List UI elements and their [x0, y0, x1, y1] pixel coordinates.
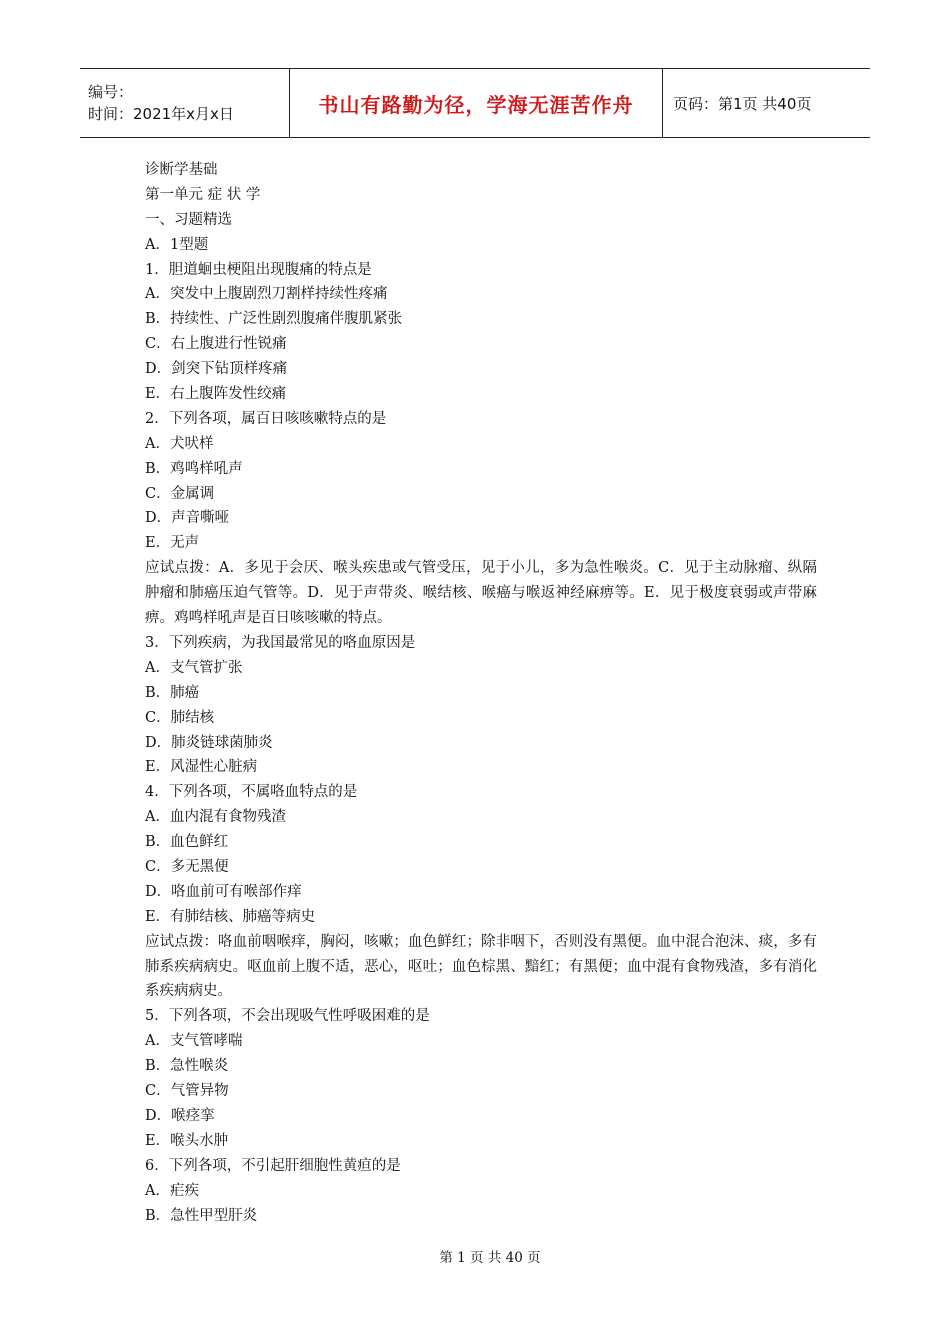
- text-line: A．1型题: [145, 236, 209, 253]
- text-line: C．右上腹进行性锐痛: [145, 336, 287, 353]
- text-line: E．右上腹阵发性绞痛: [145, 386, 287, 403]
- header-meta: [80, 69, 290, 137]
- motto-text: 书山有路勤为径，学海无涯苦作舟: [318, 92, 634, 117]
- header-motto-cell: [290, 69, 663, 137]
- text-line: E．风湿性心脏病: [145, 759, 258, 776]
- text-line: A．支气管哮喘: [145, 1033, 243, 1050]
- explanation-paragraph-1: 应试点拨：A．多见于会厌、喉头疾患或气管受压，见于小儿，多为急性喉炎。C．见于主动脉瘤、纵隔肿瘤和肺癌压迫气管等。D．见于声带炎、喉结核、喉癌与喉返神经麻痹等。E．见于极度衰弱或声带麻痹。鸡鸣样吼声是百日咳咳嗽的特点。: [145, 560, 817, 627]
- question-block-2: [145, 631, 817, 930]
- document-header: [80, 68, 870, 138]
- text-line: B．肺癌: [145, 684, 200, 701]
- question-block-1: [145, 158, 817, 556]
- text-line: B．血色鲜红: [145, 834, 229, 851]
- page-info: 页码：第1页 共40页: [673, 94, 812, 113]
- text-line: C．肺结核: [145, 709, 215, 726]
- page-footer: 第 1 页 共 40 页: [439, 1250, 541, 1266]
- question-block-3: [145, 1004, 817, 1228]
- text-line: A．犬吠样: [145, 435, 214, 452]
- text-line: E．有肺结核、肺癌等病史: [145, 908, 316, 925]
- text-line: B．鸡鸣样吼声: [145, 460, 243, 477]
- text-line: E．喉头水肿: [145, 1132, 229, 1149]
- header-page-info-cell: [663, 69, 811, 137]
- text-line: A．血内混有食物残渣: [145, 809, 286, 826]
- text-line: A．突发中上腹剧烈刀割样持续性疼痛: [145, 286, 388, 303]
- text-line: A．疟疾: [145, 1182, 199, 1199]
- text-line: D．剑突下钻顶样疼痛: [145, 361, 288, 378]
- text-line: C．气管异物: [145, 1083, 229, 1100]
- text-line: B．急性喉炎: [145, 1058, 229, 1075]
- text-line: 4．下列各项，不属咯血特点的是: [145, 784, 358, 801]
- text-line: 2．下列各项，属百日咳咳嗽特点的是: [145, 410, 387, 427]
- text-line: B．急性甲型肝炎: [145, 1207, 258, 1224]
- text-line: C．多无黑便: [145, 858, 229, 875]
- text-line: B．持续性、广泛性剧烈腹痛伴腹肌紧张: [145, 311, 403, 328]
- text-line: 3．下列疾病，为我国最常见的咯血原因是: [145, 634, 416, 651]
- time-label: 时间：2021年x月x日: [88, 105, 234, 123]
- text-line: 一、习题精选: [145, 211, 232, 228]
- document-body: [145, 158, 817, 1228]
- text-line: D．喉痉挛: [145, 1107, 215, 1124]
- number-label: 编号：: [88, 83, 134, 101]
- text-line: E．无声: [145, 535, 200, 552]
- text-line: 6．下列各项，不引起肝细胞性黄疸的是: [145, 1157, 401, 1174]
- text-line: 诊断学基础: [145, 162, 218, 178]
- text-line: C．金属调: [145, 485, 215, 502]
- text-line: D．咯血前可有喉部作痒: [145, 883, 302, 900]
- text-line: D．肺炎链球菌肺炎: [145, 734, 273, 751]
- text-line: A．支气管扩张: [145, 659, 243, 676]
- text-line: 5．下列各项，不会出现吸气性呼吸困难的是: [145, 1008, 430, 1025]
- text-line: 第一单元 症 状 学: [145, 186, 261, 203]
- text-line: D．声音嘶哑: [145, 510, 230, 527]
- explanation-paragraph-2: 应试点拨：咯血前咽喉痒，胸闷，咳嗽；血色鲜红；除非咽下，否则没有黑便。血中混合泡沫、痰，多有肺系疾病病史。呕血前上腹不适，恶心，呕吐；血色棕黑、黯红；有黑便；血中混有食物残渣，多有消化系疾病病史。: [145, 933, 817, 1000]
- text-line: 1．胆道蛔虫梗阻出现腹痛的特点是: [145, 261, 372, 278]
